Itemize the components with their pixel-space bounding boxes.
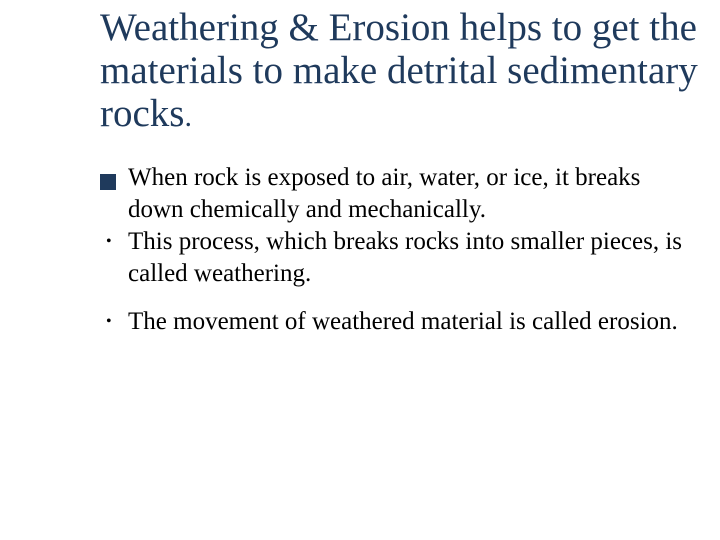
square-bullet-icon <box>100 174 116 190</box>
bullet-item <box>100 226 700 290</box>
bullet-list <box>100 162 700 338</box>
dot-bullet-icon: • <box>106 313 112 330</box>
bullet-text: This process, which breaks rocks into smaller pieces, is called weathering. <box>128 228 683 287</box>
bullet-text: When rock is exposed to air, water, or ice, it breaks down chemically and mechanically. <box>128 164 641 223</box>
bullet-text: The movement of weathered material is called erosion. <box>128 308 678 335</box>
slide-title-text: Weathering & Erosion helps to get the materials to make detrital sedimentary rocks <box>100 6 698 135</box>
bullet-item <box>100 162 700 226</box>
slide-title <box>100 6 700 138</box>
slide-title-period: . <box>184 100 192 133</box>
bullet-item <box>100 306 700 338</box>
dot-bullet-icon: • <box>106 233 112 250</box>
